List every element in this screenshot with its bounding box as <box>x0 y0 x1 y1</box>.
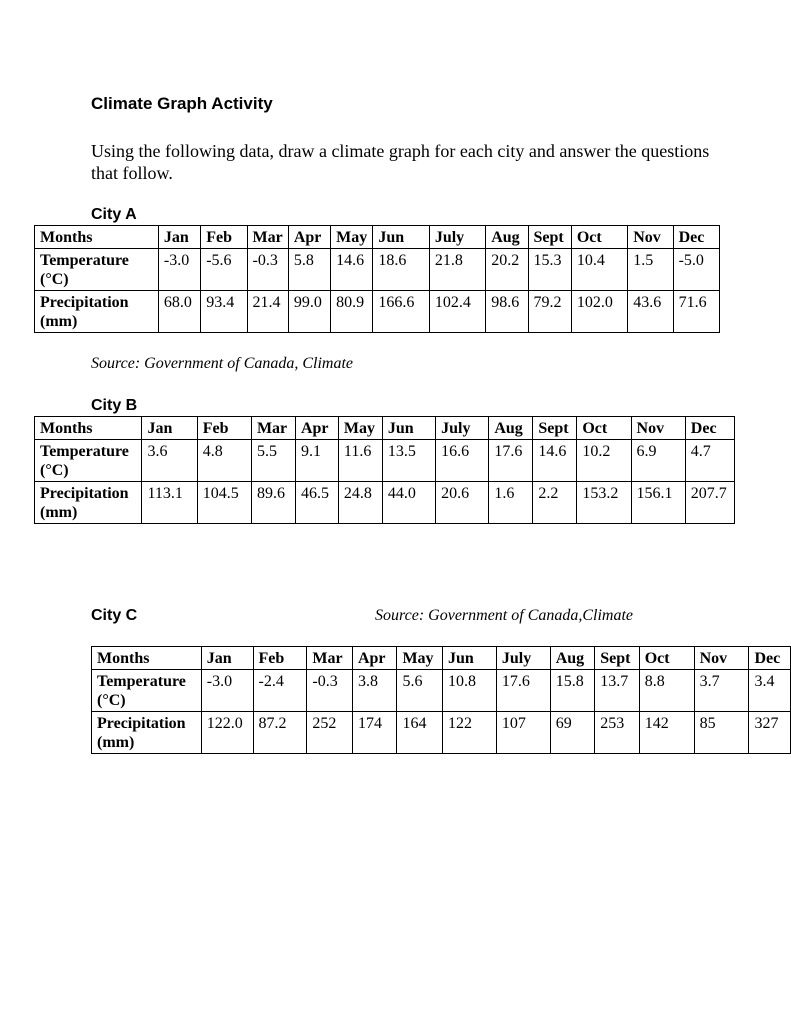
city-b-label: City B <box>91 397 138 414</box>
temperature-cell: 3.8 <box>352 670 397 712</box>
month-header-cell: Dec <box>673 226 719 249</box>
temperature-cell: 20.2 <box>486 249 528 291</box>
month-header-cell: Feb <box>253 647 307 670</box>
temperature-cell: -5.6 <box>201 249 247 291</box>
precipitation-row <box>35 482 735 524</box>
month-header-cell: Oct <box>571 226 627 249</box>
precipitation-row-label: Precipitation (mm) <box>35 291 159 333</box>
precipitation-cell: 89.6 <box>251 482 295 524</box>
temperature-cell: 18.6 <box>373 249 429 291</box>
months-row <box>35 417 735 440</box>
city-b-table <box>34 416 735 524</box>
month-header-cell: Jan <box>142 417 197 440</box>
precipitation-row <box>92 712 791 754</box>
temperature-cell: 4.8 <box>197 440 251 482</box>
month-header-cell: July <box>436 417 489 440</box>
months-row <box>92 647 791 670</box>
temperature-cell: -3.0 <box>158 249 200 291</box>
precipitation-cell: 99.0 <box>288 291 330 333</box>
temperature-cell: 3.7 <box>694 670 749 712</box>
city-c-source: Source: Government of Canada,Climate <box>375 607 634 624</box>
precipitation-cell: 253 <box>595 712 640 754</box>
precipitation-cell: 44.0 <box>382 482 435 524</box>
month-header-cell: Jan <box>158 226 200 249</box>
precipitation-cell: 79.2 <box>528 291 571 333</box>
city-c-label: City C <box>91 607 138 624</box>
temperature-cell: 3.6 <box>142 440 197 482</box>
month-header-cell: Oct <box>577 417 631 440</box>
temperature-cell: -0.3 <box>247 249 288 291</box>
temperature-cell: 10.2 <box>577 440 631 482</box>
month-header-cell: Sept <box>533 417 577 440</box>
temperature-cell: 17.6 <box>496 670 550 712</box>
precipitation-row-label: Precipitation (mm) <box>35 482 142 524</box>
month-header-cell: Aug <box>486 226 528 249</box>
month-header-cell: Sept <box>528 226 571 249</box>
month-header-cell: Nov <box>631 417 685 440</box>
temperature-cell: 5.5 <box>251 440 295 482</box>
precipitation-cell: 102.0 <box>571 291 627 333</box>
month-header-cell: Dec <box>685 417 734 440</box>
temperature-cell: 14.6 <box>331 249 373 291</box>
months-row-label: Months <box>92 647 202 670</box>
month-header-cell: July <box>429 226 485 249</box>
precipitation-row-label: Precipitation (mm) <box>92 712 202 754</box>
precipitation-cell: 46.5 <box>295 482 338 524</box>
month-header-cell: Mar <box>307 647 353 670</box>
precipitation-cell: 107 <box>496 712 550 754</box>
precipitation-cell: 21.4 <box>247 291 288 333</box>
precipitation-cell: 142 <box>639 712 694 754</box>
temperature-cell: 5.6 <box>397 670 443 712</box>
month-header-cell: Mar <box>247 226 288 249</box>
temperature-cell: 10.8 <box>443 670 497 712</box>
precipitation-cell: 68.0 <box>158 291 200 333</box>
month-header-cell: Feb <box>201 226 247 249</box>
precipitation-cell: 87.2 <box>253 712 307 754</box>
page-title: Climate Graph Activity <box>91 94 273 113</box>
month-header-cell: May <box>338 417 382 440</box>
precipitation-cell: 71.6 <box>673 291 719 333</box>
precipitation-cell: 102.4 <box>429 291 485 333</box>
temperature-row <box>92 670 791 712</box>
precipitation-cell: 98.6 <box>486 291 528 333</box>
temperature-cell: -3.0 <box>201 670 253 712</box>
temperature-cell: 4.7 <box>685 440 734 482</box>
temperature-cell: 14.6 <box>533 440 577 482</box>
temperature-cell: 11.6 <box>338 440 382 482</box>
precipitation-cell: 164 <box>397 712 443 754</box>
precipitation-cell: 327 <box>749 712 791 754</box>
precipitation-row <box>35 291 720 333</box>
temperature-cell: -2.4 <box>253 670 307 712</box>
temperature-cell: 1.5 <box>628 249 673 291</box>
temperature-cell: 6.9 <box>631 440 685 482</box>
month-header-cell: Jun <box>443 647 497 670</box>
months-row <box>35 226 720 249</box>
month-header-cell: Oct <box>639 647 694 670</box>
precipitation-cell: 252 <box>307 712 353 754</box>
months-row-label: Months <box>35 417 142 440</box>
month-header-cell: Jun <box>382 417 435 440</box>
precipitation-cell: 93.4 <box>201 291 247 333</box>
precipitation-cell: 104.5 <box>197 482 251 524</box>
month-header-cell: Jan <box>201 647 253 670</box>
month-header-cell: Nov <box>694 647 749 670</box>
month-header-cell: Jun <box>373 226 429 249</box>
temperature-cell: 3.4 <box>749 670 791 712</box>
temperature-cell: 13.7 <box>595 670 640 712</box>
precipitation-cell: 24.8 <box>338 482 382 524</box>
precipitation-cell: 174 <box>352 712 397 754</box>
month-header-cell: Apr <box>352 647 397 670</box>
temperature-cell: 8.8 <box>639 670 694 712</box>
month-header-cell: May <box>331 226 373 249</box>
temperature-row <box>35 249 720 291</box>
month-header-cell: Dec <box>749 647 791 670</box>
month-header-cell: Apr <box>295 417 338 440</box>
temperature-cell: 5.8 <box>288 249 330 291</box>
month-header-cell: July <box>496 647 550 670</box>
months-row-label: Months <box>35 226 159 249</box>
month-header-cell: Sept <box>595 647 640 670</box>
precipitation-cell: 153.2 <box>577 482 631 524</box>
month-header-cell: May <box>397 647 443 670</box>
precipitation-cell: 156.1 <box>631 482 685 524</box>
month-header-cell: Aug <box>489 417 533 440</box>
temperature-cell: 21.8 <box>429 249 485 291</box>
precipitation-cell: 69 <box>550 712 595 754</box>
temperature-cell: 9.1 <box>295 440 338 482</box>
month-header-cell: Mar <box>251 417 295 440</box>
precipitation-cell: 1.6 <box>489 482 533 524</box>
precipitation-cell: 2.2 <box>533 482 577 524</box>
temperature-cell: 16.6 <box>436 440 489 482</box>
temperature-cell: -5.0 <box>673 249 719 291</box>
precipitation-cell: 122 <box>443 712 497 754</box>
temperature-row-label: Temperature (°C) <box>35 249 159 291</box>
month-header-cell: Aug <box>550 647 595 670</box>
temperature-cell: 17.6 <box>489 440 533 482</box>
temperature-row-label: Temperature (°C) <box>35 440 142 482</box>
precipitation-cell: 122.0 <box>201 712 253 754</box>
city-a-table <box>34 225 720 333</box>
precipitation-cell: 207.7 <box>685 482 734 524</box>
temperature-cell: 13.5 <box>382 440 435 482</box>
city-a-source: Source: Government of Canada, Climate <box>91 355 354 372</box>
precipitation-cell: 20.6 <box>436 482 489 524</box>
temperature-cell: 15.8 <box>550 670 595 712</box>
temperature-cell: 15.3 <box>528 249 571 291</box>
month-header-cell: Apr <box>288 226 330 249</box>
month-header-cell: Feb <box>197 417 251 440</box>
temperature-row-label: Temperature (°C) <box>92 670 202 712</box>
temperature-cell: -0.3 <box>307 670 353 712</box>
precipitation-cell: 166.6 <box>373 291 429 333</box>
city-c-table <box>91 646 791 754</box>
city-a-label: City A <box>91 206 137 223</box>
precipitation-cell: 80.9 <box>331 291 373 333</box>
precipitation-cell: 43.6 <box>628 291 673 333</box>
precipitation-cell: 113.1 <box>142 482 197 524</box>
intro-paragraph: Using the following data, draw a climate graph for each city and answer the questions that follow. <box>91 141 710 183</box>
temperature-cell: 10.4 <box>571 249 627 291</box>
month-header-cell: Nov <box>628 226 673 249</box>
precipitation-cell: 85 <box>694 712 749 754</box>
temperature-row <box>35 440 735 482</box>
